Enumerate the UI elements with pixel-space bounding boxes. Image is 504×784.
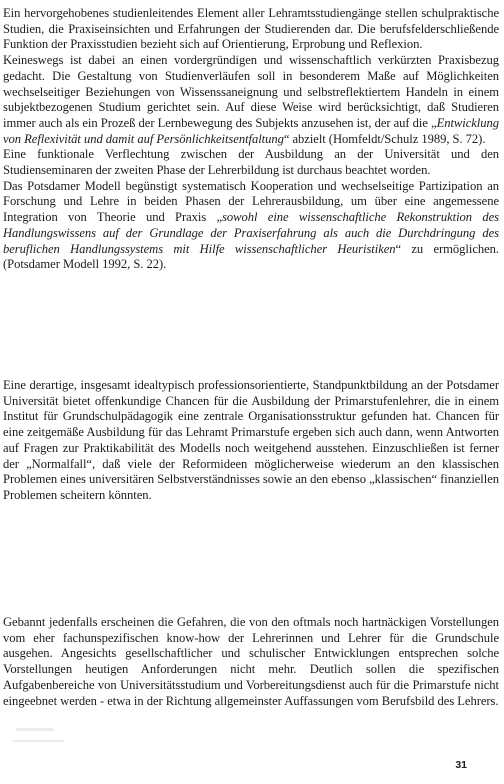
italic-quote: Entwicklung von Reflexivität und damit auf Persönlichkeitsentfaltung bbox=[3, 115, 499, 146]
paragraph-dangers bbox=[3, 615, 499, 709]
scan-artifact bbox=[16, 728, 54, 731]
citation-text: “ abzielt (Homfeldt/Schulz 1989, S. 72). bbox=[283, 131, 486, 146]
page-number: 31 bbox=[455, 759, 467, 771]
paragraph-practice-reference bbox=[3, 53, 499, 147]
paragraph-practical-studies bbox=[3, 6, 499, 53]
paragraph-text: Eine funktionale Verflechtung zwischen der Ausbildung an der Universität und den Studienseminaren der zweiten Phase der Lehrerbildung ist durchaus beachtet worden. bbox=[3, 147, 499, 178]
paragraph-text: Das Potsdamer Modell begünstigt systematisch Kooperation und wechselseitige Partizipation an Forschung und Lehre in beiden Phasen der Lehrerausbildung, um über eine angemessene Integration von Theorie und Praxis „ bbox=[3, 178, 499, 225]
text-section-top bbox=[3, 6, 499, 273]
paragraph-functional-link bbox=[3, 147, 499, 178]
scan-artifact bbox=[12, 740, 64, 742]
text-section-bottom bbox=[3, 615, 499, 709]
citation-text: “ zu ermöglichen. (Potsdamer Modell 1992, S. 22). bbox=[3, 241, 499, 272]
paragraph-text: Eine derartige, insgesamt idealtypisch professionsorientierte, Standpunktbildung an der Potsdamer Universität bietet offenkundige Chancen für die Ausbildung der Primarstufenlehrer, die in einem Institut für Grundschulpädagogik eine zentrale Organisationsstruktur gefunden hat. Chancen für eine zeitgemäße Ausbildung für das Lehramt Primarstufe ergeben sich auch dann, wenn Antworten auf Fragen zur Praktikabilität des Modells noch weitgehend ausstehen. Einzuschließen ist ferner der „Normalfall“, daß viele der Reformideen möglicherweise wiederum an den klassischen Problemen eines universitären Selbstverständnisses sowie an den ebenso „klassischen“ finanziellen Problemen scheitern könnten. bbox=[3, 378, 499, 502]
text-section-middle bbox=[3, 378, 499, 504]
paragraph-text: Ein hervorgehobenes studienleitendes Element aller Lehramtsstudiengänge stellen schulpraktische Studien, die Praxiseinsichten und Erfahrungen der Studierenden dar. Die berufsfelderschließende Funktion der Praxisstudien bezieht sich auf Orientierung, Erprobung und Reflexion. bbox=[3, 6, 499, 52]
paragraph-text: Gebannt jedenfalls erscheinen die Gefahren, die von den oftmals noch hartnäckigen Vorstellungen vom eher fachunspezifischen know-how der Lehrerinnen und Lehrer für die Grundschule ausgehen. Angesichts gesellschaftlicher und schulischer Entwicklungen entsprechen solche Vorstellungen heutigen Anforderungen nicht mehr. Deutlich sollen die spezifischen Aufgabenbereiche von Universitätsstudium und Vorbereitungsdienst auch für die Primarstufe nicht eingeebnet werden - etwa in der Richtung allgemeinster Auffassungen vom Berufsbild des Lehrers. bbox=[3, 615, 499, 708]
italic-quote: sowohl eine wissenschaftliche Rekonstruktion des Handlungswissens auf der Grundlage der Praxiserfahrung als auch die Durchdringung des beruflichen Handlungssystems mit Hilfe wissenschaftlicher Heuristiken bbox=[3, 210, 499, 256]
paragraph-potsdam-model bbox=[3, 179, 499, 273]
paragraph-chances bbox=[3, 378, 499, 504]
paragraph-text: Keineswegs ist dabei an einen vordergründigen und wissenschaftlich verkürzten Praxisbezug gedacht. Die Gestaltung von Studienverläufen soll in besonderem Maße auf Möglichkeiten wechselseitiger Beziehungen von Wissenssaneignung und selbstreflektiertem Handeln in einem subjektbezogenen Studium gerichtet sein. Auf diese Weise wird berücksichtigt, daß Studieren immer auch als ein Prozeß der Lernbewegung des Subjekts anzusehen ist, der auf die „ bbox=[3, 53, 499, 130]
